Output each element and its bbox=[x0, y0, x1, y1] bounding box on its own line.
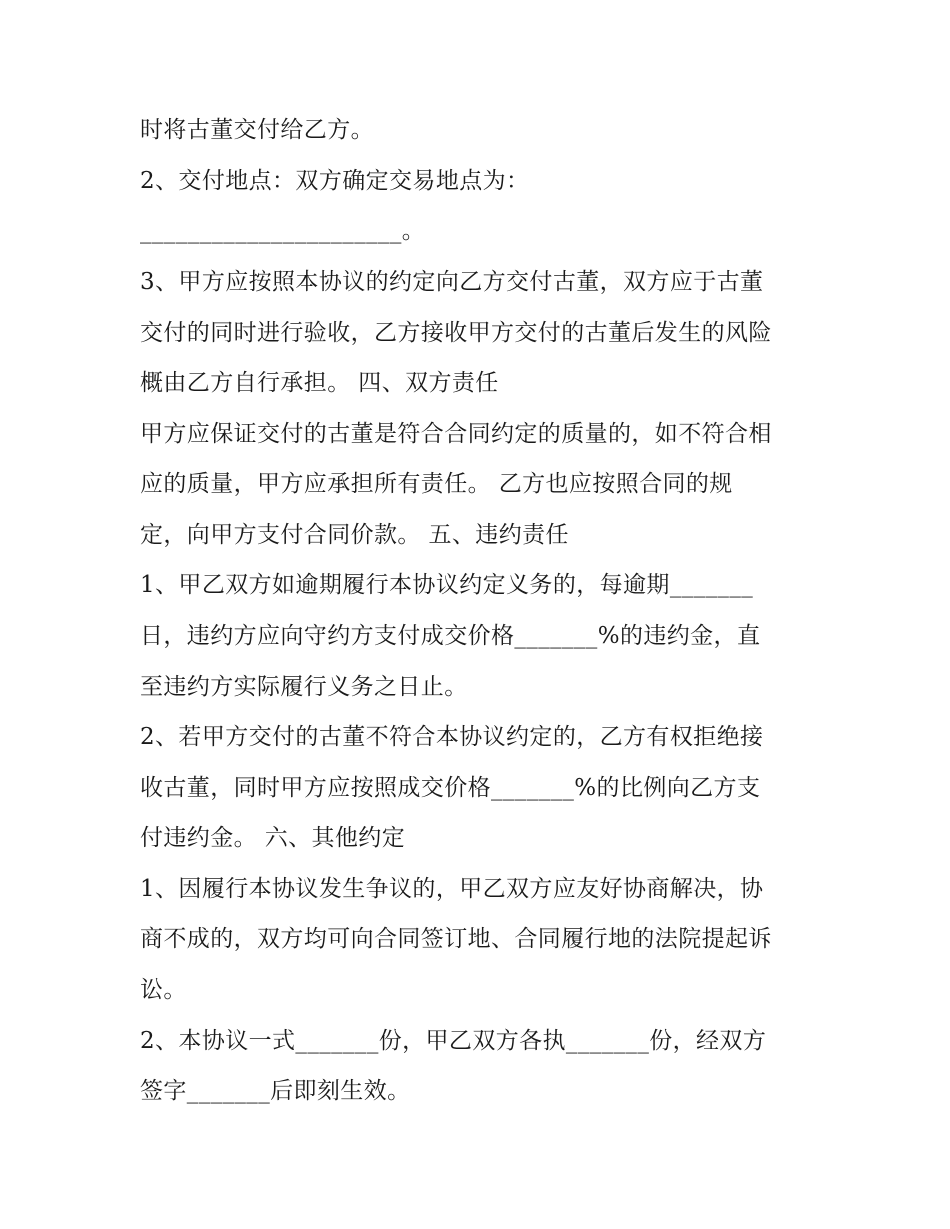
text-line: 时将古董交付给乙方。 bbox=[140, 117, 374, 143]
text-line: 应的质量，甲方应承担所有责任。 乙方也应按照合同的规 bbox=[140, 471, 733, 497]
text-line: 交付的同时进行验收，乙方接收甲方交付的古董后发生的风险 bbox=[140, 320, 772, 346]
text-line: 2、本协议一式_______份，甲乙双方各执_______份，经双方 bbox=[140, 1028, 767, 1054]
text-line: 付违约金。 六、其他约定 bbox=[140, 825, 406, 851]
text-line: 商不成的，双方均可向合同签订地、合同履行地的法院提起诉 bbox=[140, 926, 772, 952]
text-line: 2、若甲方交付的古董不符合本协议约定的，乙方有权拒绝接 bbox=[140, 724, 764, 750]
text-line: 3、甲方应按照本协议的约定向乙方交付古董，双方应于古董 bbox=[140, 269, 764, 295]
text-line: 1、甲乙双方如逾期履行本协议约定义务的，每逾期_______ bbox=[140, 572, 754, 598]
text-line: 日，违约方应向守约方支付成交价格_______%的违约金，直 bbox=[140, 623, 761, 649]
text-line: 1、因履行本协议发生争议的，甲乙双方应友好协商解决，协 bbox=[140, 876, 764, 902]
text-line: 定，向甲方支付合同价款。 五、违约责任 bbox=[140, 522, 569, 548]
text-line: 讼。 bbox=[140, 977, 187, 1003]
text-line: 概由乙方自行承担。 四、双方责任 bbox=[140, 370, 499, 396]
text-line: 甲方应保证交付的古董是符合合同约定的质量的，如不符合相 bbox=[140, 421, 772, 447]
text-line: ______________________。 bbox=[140, 218, 426, 244]
text-line: 2、交付地点：双方确定交易地点为： bbox=[140, 168, 530, 194]
text-line: 收古董，同时甲方应按照成交价格_______%的比例向乙方支 bbox=[140, 775, 761, 801]
text-line: 至违约方实际履行义务之日止。 bbox=[140, 674, 468, 700]
text-line: 签字_______后即刻生效。 bbox=[140, 1078, 411, 1104]
